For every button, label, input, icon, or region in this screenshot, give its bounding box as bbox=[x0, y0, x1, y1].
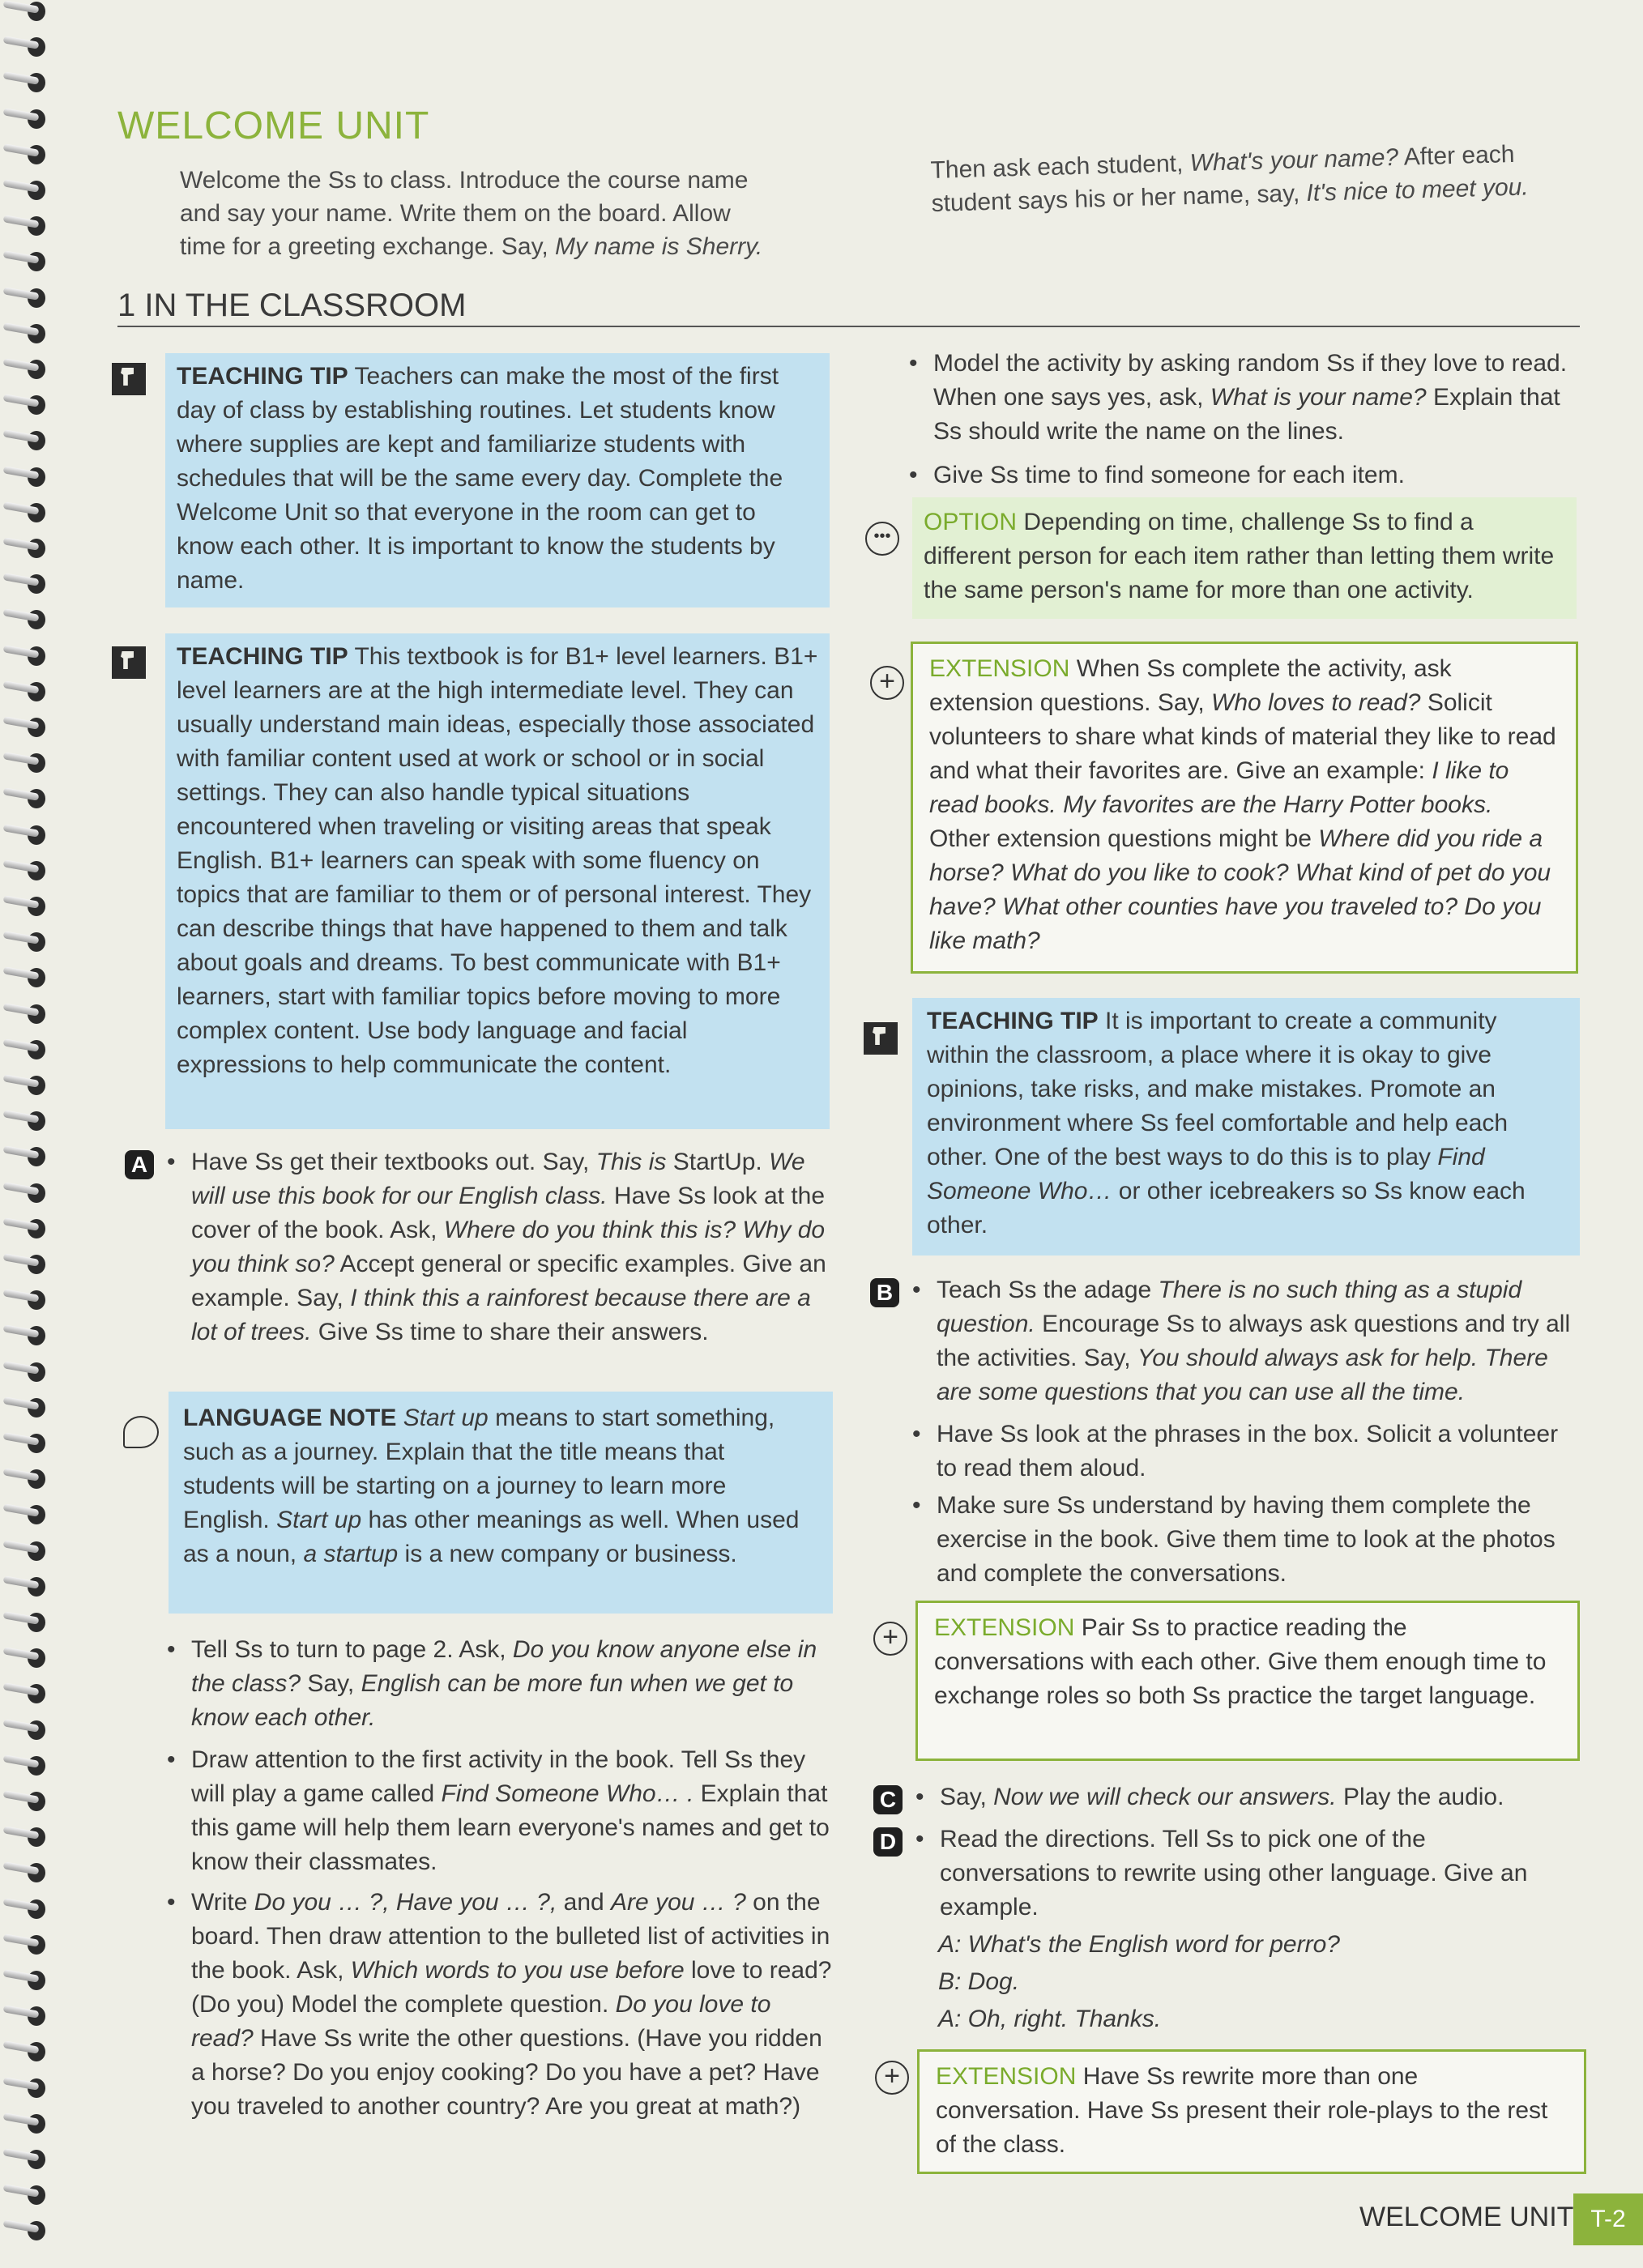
activity-c-bullet bbox=[915, 1780, 1580, 1814]
spiral-ring bbox=[3, 389, 52, 420]
extension-text: Pair Ss to practice reading the conversations with each other. Give them enough time to exchange roles so both Ss practice the target language. bbox=[934, 1614, 1547, 1709]
bullet-dot: • bbox=[167, 1746, 176, 1773]
teaching-tip-label: TEACHING TIP bbox=[177, 643, 348, 670]
activity-letter-b: B bbox=[870, 1278, 899, 1307]
spiral-ring bbox=[3, 1821, 52, 1852]
text: Read the directions. Tell Ss to pick one of the conversations to rewrite using other language. Give an example. bbox=[940, 1826, 1528, 1921]
text-italic: Do you … ?, Have you … ?, bbox=[254, 1889, 557, 1916]
spiral-ring bbox=[3, 1356, 52, 1387]
spiral-ring bbox=[3, 1034, 52, 1064]
text: has other meanings as well. When used as a noun, bbox=[183, 1507, 800, 1567]
spiral-ring bbox=[3, 819, 52, 850]
spiral-ring bbox=[3, 1284, 52, 1315]
spiral-ring bbox=[3, 139, 52, 169]
extension-text: Have Ss rewrite more than one conversation. Have Ss present their role-plays to the rest of the class. bbox=[936, 2063, 1548, 2158]
dialog-line: A: Oh, right. Thanks. bbox=[938, 2006, 1162, 2032]
option-icon: ••• bbox=[865, 522, 899, 556]
section-title: 1 IN THE CLASSROOM bbox=[117, 288, 467, 323]
dialog-line: A: What's the English word for perro? bbox=[938, 1931, 1340, 1958]
spiral-ring bbox=[3, 210, 52, 241]
activity-letter-d: D bbox=[873, 1827, 903, 1857]
activity-b-bullet-3 bbox=[912, 1489, 1580, 1591]
spiral-ring bbox=[3, 1785, 52, 1816]
text: Teach Ss the adage bbox=[937, 1277, 1159, 1303]
spiral-ring bbox=[3, 1177, 52, 1208]
teaching-tip-label: TEACHING TIP bbox=[177, 363, 348, 390]
language-note-box bbox=[169, 1392, 833, 1614]
spiral-ring bbox=[3, 1248, 52, 1279]
section-divider bbox=[117, 326, 1580, 327]
spiral-ring bbox=[3, 782, 52, 813]
spiral-ring bbox=[3, 2179, 52, 2210]
text: is a new company or business. bbox=[398, 1541, 737, 1567]
bullet-dot: • bbox=[909, 462, 918, 488]
text: Explain that Ss should write the name on the lines. bbox=[933, 384, 1560, 445]
text-italic: Who loves to read? bbox=[1211, 689, 1421, 716]
spiral-ring bbox=[3, 1319, 52, 1350]
spiral-ring bbox=[3, 2072, 52, 2103]
bullet-dot: • bbox=[167, 1636, 176, 1663]
spiral-ring bbox=[3, 1893, 52, 1924]
spiral-ring bbox=[3, 1964, 52, 1995]
spiral-ring bbox=[3, 174, 52, 205]
bullet-dot: • bbox=[912, 1421, 921, 1447]
text-italic: Which words to you use before bbox=[350, 1957, 685, 1984]
spiral-ring bbox=[3, 1750, 52, 1780]
text: or other icebreakers so Ss know each other. bbox=[927, 1178, 1526, 1238]
spiral-ring bbox=[3, 1213, 52, 1243]
teaching-tip-box-3 bbox=[912, 998, 1580, 1256]
spiral-ring bbox=[3, 2036, 52, 2066]
activity-letter-c: C bbox=[873, 1785, 903, 1814]
intro-right-text2: After each bbox=[1398, 140, 1515, 171]
text: Make sure Ss understand by having them complete the exercise in the book. Give them time to look at the photos and complete the conversations. bbox=[937, 1492, 1556, 1587]
spiral-ring bbox=[3, 568, 52, 599]
spiral-ring bbox=[3, 497, 52, 527]
page-number-badge: T-2 bbox=[1573, 2193, 1643, 2245]
teaching-tip-icon bbox=[112, 646, 146, 679]
text: StartUp. bbox=[666, 1149, 770, 1175]
spiral-ring bbox=[3, 2000, 52, 2031]
activity-b-bullet-1 bbox=[912, 1273, 1580, 1409]
text: Encourage Ss to always ask questions and try all the activities. Say, bbox=[937, 1311, 1571, 1371]
spiral-ring bbox=[3, 2108, 52, 2138]
option-label: OPTION bbox=[924, 509, 1018, 535]
extension-label: EXTENSION bbox=[934, 1614, 1075, 1641]
text: and bbox=[557, 1889, 612, 1916]
text-italic: English can be more fun when we get to know each other. bbox=[191, 1670, 794, 1731]
text: Tell Ss to turn to page 2. Ask, bbox=[191, 1636, 513, 1663]
extension-box-3 bbox=[917, 2049, 1586, 2174]
spiral-ring bbox=[3, 1606, 52, 1637]
spiral-ring bbox=[3, 676, 52, 706]
text-italic: a startup bbox=[303, 1541, 399, 1567]
spiral-ring bbox=[3, 103, 52, 134]
text-italic: Do you love to read? bbox=[191, 1991, 771, 2052]
spiral-ring bbox=[3, 1857, 52, 1887]
text-italic: What is your name? bbox=[1210, 384, 1427, 411]
dialog-line: B: Dog. bbox=[938, 1968, 1020, 1995]
text: Have Ss write the other questions. (Have you ridden a horse? Do you enjoy cooking? Do you have a pet? Have you traveled to another country? Are you great at math?) bbox=[191, 2025, 822, 2120]
spiral-ring bbox=[3, 424, 52, 455]
text: Play the audio. bbox=[1336, 1784, 1504, 1810]
option-text: Depending on time, challenge Ss to find a different person for each item rather than letting them write the same person's name for more than one activity. bbox=[924, 509, 1555, 603]
intro-left-text: time for a greeting exchange. Say, bbox=[180, 233, 556, 260]
text: Draw attention to the first activity in the book. Tell Ss they will play a game called bbox=[191, 1746, 806, 1807]
plus-circle-icon: + bbox=[873, 1622, 907, 1656]
text-italic: Find Someone Who… . bbox=[441, 1780, 694, 1807]
teaching-tip-label: TEACHING TIP bbox=[927, 1008, 1099, 1034]
spiral-ring bbox=[3, 1714, 52, 1745]
bullet-dot: • bbox=[912, 1277, 921, 1303]
spiral-ring bbox=[3, 1642, 52, 1673]
spiral-ring bbox=[3, 998, 52, 1029]
bullet-dot: • bbox=[909, 350, 918, 377]
spiral-ring bbox=[3, 353, 52, 384]
intro-left-line2: and say your name. Write them on the board. Allow bbox=[180, 200, 731, 227]
text-italic: Start up bbox=[276, 1507, 362, 1533]
text: When Ss complete the activity, ask extension questions. Say, bbox=[929, 655, 1452, 716]
bullet-turn-page bbox=[167, 1633, 833, 1735]
extension-label: EXTENSION bbox=[936, 2063, 1077, 2090]
text: Have Ss look at the phrases in the box. Solicit a volunteer to read them aloud. bbox=[937, 1421, 1559, 1481]
extension-label: EXTENSION bbox=[929, 655, 1070, 682]
text-italic: You should always ask for help. There are some questions that you can use all the time. bbox=[937, 1345, 1548, 1405]
text: Accept general or specific examples. Give an example. Say, bbox=[191, 1251, 826, 1311]
teaching-tip-icon bbox=[112, 363, 146, 395]
intro-right bbox=[930, 136, 1580, 220]
option-box bbox=[912, 497, 1577, 619]
teaching-tip-box-1 bbox=[165, 353, 830, 608]
bullet-model-activity bbox=[909, 347, 1573, 449]
intro-left-line1: Welcome the Ss to class. Introduce the course name bbox=[180, 167, 749, 194]
teaching-tip-icon bbox=[864, 1022, 898, 1055]
text-italic: Do you know anyone else in the class? bbox=[191, 1636, 817, 1697]
intro-left-italic: My name is Sherry. bbox=[555, 233, 763, 260]
bullet-dot: • bbox=[912, 1492, 921, 1519]
spiral-binding bbox=[0, 0, 58, 2268]
intro-left bbox=[180, 164, 844, 263]
bullet-first-activity bbox=[167, 1743, 833, 1879]
spiral-ring bbox=[3, 1140, 52, 1171]
spiral-ring bbox=[3, 461, 52, 492]
intro-right-text1: Then ask each student, bbox=[930, 150, 1191, 184]
bullet-dot: • bbox=[167, 1149, 176, 1175]
bullet-dot: • bbox=[915, 1784, 924, 1810]
spiral-ring bbox=[3, 1392, 52, 1422]
spiral-ring bbox=[3, 2215, 52, 2245]
text: Have Ss get their textbooks out. Say, bbox=[191, 1149, 596, 1175]
plus-circle-icon: + bbox=[870, 666, 904, 700]
spiral-ring bbox=[3, 926, 52, 957]
spiral-ring bbox=[3, 66, 52, 97]
spiral-ring bbox=[3, 2143, 52, 2174]
spiral-ring bbox=[3, 282, 52, 313]
activity-a-bullet bbox=[167, 1145, 831, 1349]
text: love to read? (Do you) Model the complete question. bbox=[191, 1957, 832, 2018]
extension-box-2 bbox=[915, 1601, 1580, 1761]
text-italic: Are you … ? bbox=[611, 1889, 746, 1916]
spiral-ring bbox=[3, 31, 52, 62]
intro-right-text3: student says his or her name, say, bbox=[931, 180, 1307, 217]
text-italic: Find Someone Who… bbox=[927, 1144, 1485, 1204]
unit-title: WELCOME UNIT bbox=[117, 104, 430, 147]
spiral-ring bbox=[3, 0, 52, 26]
intro-right-italic2: It's nice to meet you. bbox=[1306, 173, 1530, 207]
text: Say, bbox=[301, 1670, 361, 1697]
text-italic: I like to read books. My favorites are the Harry Potter books. bbox=[929, 757, 1509, 818]
spiral-ring bbox=[3, 855, 52, 885]
spiral-ring bbox=[3, 318, 52, 348]
text: Say, bbox=[940, 1784, 994, 1810]
text: means to start something, such as a journey. Explain that the title means that students will be starting on a journey to learn more English. bbox=[183, 1405, 775, 1533]
text-italic: There is no such thing as a stupid question. bbox=[937, 1277, 1522, 1337]
spiral-ring bbox=[3, 890, 52, 921]
spiral-ring bbox=[3, 1571, 52, 1601]
example-dialog bbox=[938, 1926, 1340, 2038]
text: Model the activity by asking random Ss if they love to read. When one says yes, ask, bbox=[933, 350, 1568, 411]
text-italic: This is bbox=[595, 1149, 667, 1175]
bullet-write-questions bbox=[167, 1886, 833, 2124]
text-italic: Start up bbox=[403, 1405, 489, 1431]
spiral-ring bbox=[3, 1463, 52, 1494]
text: Other extension questions might be bbox=[929, 825, 1319, 852]
text: Solicit volunteers to share what kinds of material they like to read and what their favorites are. Give an example: bbox=[929, 689, 1556, 784]
text: It is important to create a community within the classroom, a place where it is okay to give opinions, take risks, and make mistakes. Promote an environment where Ss feel comfortable and help each other. One of the best ways to do this is to play bbox=[927, 1008, 1509, 1170]
bullet-give-time bbox=[909, 458, 1573, 492]
spiral-ring bbox=[3, 1535, 52, 1566]
teaching-tip-box-2 bbox=[165, 633, 830, 1129]
text-italic: We will use this book for our English class. bbox=[191, 1149, 805, 1209]
text: on the board. Then draw attention to the bulleted list of activities in the book. Ask, bbox=[191, 1889, 830, 1984]
spiral-ring bbox=[3, 245, 52, 276]
bullet-dot: • bbox=[915, 1826, 924, 1852]
speech-bubble-icon bbox=[123, 1416, 159, 1448]
footer-unit-label: WELCOME UNIT bbox=[1359, 2202, 1574, 2232]
teaching-tip-text: Teachers can make the most of the first day of class by establishing routines. Let students know where supplies are kept and familiarize students with schedules that will be the same every day. Complete the Welcome Unit so that everyone in the room can get to know each other. It is important to know the students by name. bbox=[177, 363, 783, 594]
spiral-ring bbox=[3, 532, 52, 563]
activity-d-bullet bbox=[915, 1823, 1580, 1925]
spiral-ring bbox=[3, 1069, 52, 1100]
spiral-ring bbox=[3, 603, 52, 634]
text: Give Ss time to find someone for each item. bbox=[933, 462, 1405, 488]
spiral-ring bbox=[3, 961, 52, 992]
text: Have Ss look at the cover of the book. Ask, bbox=[191, 1183, 826, 1243]
spiral-ring bbox=[3, 711, 52, 742]
language-note-label: LANGUAGE NOTE bbox=[183, 1405, 397, 1431]
plus-circle-icon: + bbox=[875, 2061, 909, 2095]
text: Write bbox=[191, 1889, 254, 1916]
text: Give Ss time to share their answers. bbox=[311, 1319, 709, 1345]
spiral-ring bbox=[3, 1427, 52, 1458]
text-italic: I think this a rainforest because there are a lot of trees. bbox=[191, 1285, 811, 1345]
bullet-dot: • bbox=[167, 1889, 176, 1916]
intro-left-line3 bbox=[180, 230, 844, 263]
text-italic: Now we will check our answers. bbox=[993, 1784, 1337, 1810]
spiral-ring bbox=[3, 747, 52, 778]
text-italic: Where did you ride a horse? What do you like to cook? What kind of pet do you have? What other counties have you traveled to? Do you like math? bbox=[929, 825, 1551, 954]
spiral-ring bbox=[3, 1105, 52, 1136]
activity-letter-a: A bbox=[125, 1150, 154, 1179]
spiral-ring bbox=[3, 640, 52, 671]
spiral-ring bbox=[3, 1678, 52, 1708]
activity-b-bullet-2 bbox=[912, 1418, 1580, 1486]
text: Explain that this game will help them learn everyone's names and get to know their classmates. bbox=[191, 1780, 830, 1875]
extension-box-1 bbox=[911, 642, 1578, 974]
spiral-ring bbox=[3, 1498, 52, 1529]
spiral-ring bbox=[3, 1929, 52, 1959]
text-italic: Where do you think this is? Why do you think so? bbox=[191, 1217, 826, 1277]
intro-right-italic1: What's your name? bbox=[1189, 143, 1399, 177]
teaching-tip-text: This textbook is for B1+ level learners. B1+ level learners are at the high intermediate level. They can usually understand main ideas, especially those associated with familiar content used at work or school or in social settings. They can also handle typical situations encountered when traveling or visiting areas that speak English. B1+ learners can speak with some fluency on topics that are familiar to them or of personal interest. They can describe things that have happened to them and talk about goals and dreams. To best communicate with B1+ learners, start with familiar topics before moving to more complex content. Use body language and facial expressions to help communicate the content. bbox=[177, 643, 818, 1078]
